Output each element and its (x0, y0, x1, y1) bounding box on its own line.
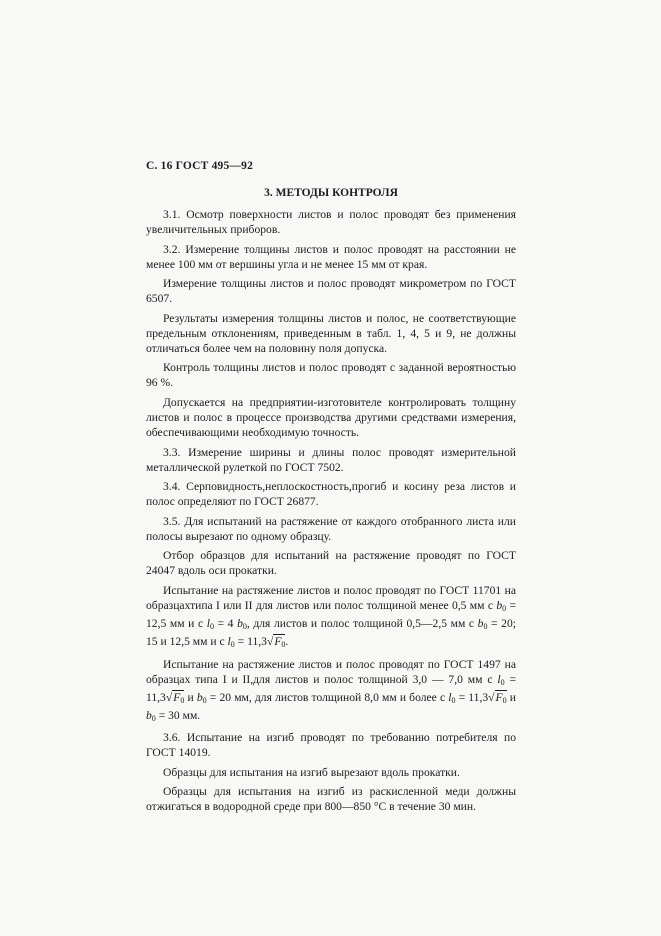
sqrt-f0: $F_0$ (495, 690, 507, 705)
paragraph-bend-anneal: Образцы для испытания на изгиб из раскисленной меди должны отжигаться в водородной среде при 800—850 °С в течение 30 мин. (146, 785, 516, 814)
paragraph-tensile-11701: Испытание на растяжение листов и полос проводят по ГОСТ 11701 на образцахтипа I или II для листов или полос толщиной менее 0,5 мм с $b_0 = 12,5$ мм и с $l_0 = 4$ $b_0$, для листов и полос толщиной 0,5—2,5 мм с $b_0 = 20$; 15 и 12,5 мм и с $l_0 = 11,3√F_0$. (146, 583, 516, 649)
paragraph-3-3: 3.3. Измерение ширины и длины полос проводят измерительной металлической рулеткой по ГОСТ 7502. (146, 445, 516, 474)
paragraph-permitted: Допускается на предприятии-изготовителе контролировать толщину листов и полос в процессе производства другими средствами измерения, обеспечивающими необходимую точность. (146, 395, 516, 439)
paragraph-micrometer: Измерение толщины листов и полос проводят микрометром по ГОСТ 6507. (146, 277, 516, 306)
paragraph-bend-cut: Образцы для испытания на изгиб вырезают вдоль прокатки. (163, 765, 460, 779)
paragraph-sampling: Отбор образцов для испытаний на растяжение проводят по ГОСТ 24047 вдоль оси прокатки. (146, 549, 516, 578)
page-header: С. 16 ГОСТ 495—92 (146, 160, 254, 172)
paragraph-3-1: 3.1. Осмотр поверхности листов и полос проводят без применения увеличительных приборов. (146, 208, 516, 236)
sqrt-f0: $F_0$ (274, 634, 286, 649)
paragraph-tensile-1497: Испытание на растяжение листов и полос проводят по ГОСТ 1497 на образцах типа I и II,для листов и полос толщиной 3,0 — 7,0 мм с $l_0 = 11,3√F_0$ и $b_0 = 20$ мм, для листов толщиной 8,0 мм и более с $l_0 = 11,3√F_0$ и $b_0 = 30$ мм. (146, 657, 516, 723)
paragraph-results: Результаты измерения толщины листов и полос, не соответствующие предельным отклонениям, приведенным в табл. 1, 4, 5 и 9, не должны отличаться более чем на половину поля допуска. (146, 311, 516, 355)
paragraph-probability: Контроль толщины листов и полос проводят с заданной вероятностью 96 %. (146, 361, 516, 390)
paragraph-3-4: 3.4. Серповидность,неплоскостность,прогиб и косину реза листов и полос определяют по ГОСТ 26877. (146, 480, 516, 509)
sqrt-f0: $F_0$ (173, 690, 185, 705)
paragraph-3-6: 3.6. Испытание на изгиб проводят по требованию потребителя по ГОСТ 14019. (146, 731, 516, 760)
section-title: 3. МЕТОДЫ КОНТРОЛЯ (264, 187, 398, 199)
document-body (146, 207, 516, 819)
paragraph-3-5: 3.5. Для испытаний на растяжение от каждого отобранного листа или полосы вырезают по одному образцу. (146, 514, 516, 543)
paragraph-3-2: 3.2. Измерение толщины листов и полос проводят на расстоянии не менее 100 мм от вершины угла и не менее 15 мм от края. (146, 242, 516, 271)
